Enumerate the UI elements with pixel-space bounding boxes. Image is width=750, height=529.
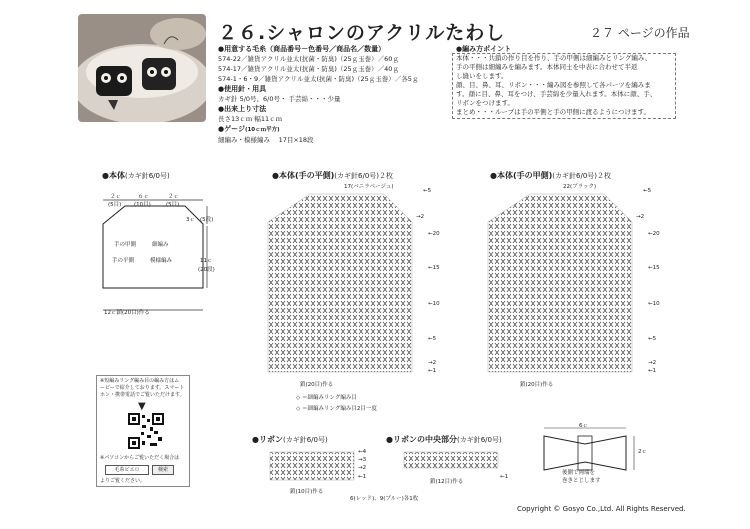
palm-row-label: →2 — [428, 360, 437, 366]
dim-mid: ６ｃ — [138, 194, 150, 200]
dim-right-stitch: (5目) — [166, 202, 180, 208]
ribbon-center-chain: 鎖(12目)作る — [430, 479, 464, 485]
palm-row-label: ←5 — [428, 336, 437, 342]
ribbon-sub: (カギ針6/0号) — [282, 436, 328, 444]
back-row-label: ←20 — [648, 231, 660, 237]
dim-top-height: 3ｃ — [186, 217, 195, 223]
dim-left: ２ｃ — [110, 194, 122, 200]
points-heading: ●編み方ポイント — [456, 45, 512, 53]
pc-note-end: よりご覧ください。 — [100, 478, 146, 484]
ribbon-center-sub: (カギ針6/0号) — [456, 436, 502, 444]
ribbon-height: 2ｃ — [638, 449, 647, 455]
label-back-stitch: 細編み — [152, 242, 169, 248]
qr-note: ホン・携帯電話でご覧いただけます。 — [100, 392, 185, 398]
ribbon-row: →2 — [358, 465, 367, 471]
palm-chart — [262, 188, 420, 378]
back-row-label: →2 — [636, 214, 645, 220]
ribbon-center-chart — [402, 448, 502, 474]
ribbon-note: 巻きとじします — [562, 478, 601, 484]
diagram-palm-sub: (カギ針6/0号)２枚 — [334, 172, 394, 180]
page-title: ２６.シャロンのアクリルたわし — [218, 22, 506, 44]
palm-row-label: ←15 — [428, 265, 440, 271]
size-line: 長さ13ｃｍ 幅11ｃｍ — [218, 115, 283, 123]
ribbon-heading: ●リボン — [252, 435, 283, 444]
ribbon-colors: 6(レッド)、9(ブルー)各1枚 — [350, 496, 419, 502]
label-back-side: 手の甲側 — [114, 242, 137, 248]
arrow-down-icon: ▼ — [138, 401, 146, 412]
points-line: リボンをつけます。 — [456, 99, 514, 107]
points-line: まとめ・・・ループは手の平側と手の甲側に渡るようにつけます。 — [456, 108, 651, 116]
gauge-heading: ●ゲージ — [218, 125, 245, 133]
ribbon-row: ←1 — [358, 474, 367, 480]
back-row-label: ←1 — [648, 368, 657, 374]
back-row-label: ←5 — [648, 336, 657, 342]
points-line: し縫いをします。 — [456, 72, 508, 80]
palm-row-label: ←10 — [428, 301, 440, 307]
product-photo — [78, 14, 206, 122]
palm-row-label: ←1 — [428, 368, 437, 374]
dim-mid-stitch: (10目) — [134, 202, 151, 208]
ribbon-chart — [268, 448, 360, 484]
qr-note: ※短編みリング編み目の編み方はム — [100, 378, 180, 384]
materials-section — [218, 44, 418, 145]
back-row-label: ←5 — [643, 188, 652, 194]
ribbon-note: 後側で両端を — [562, 470, 596, 476]
ribbon-width: 6ｃ — [579, 423, 588, 429]
dim-main-rows: (20段) — [198, 267, 215, 273]
ribbon-center-heading: ●リボンの中央部分 — [386, 435, 457, 444]
label-palm-stitch: 模様編み — [150, 258, 173, 264]
points-line: す。顔に目、鼻、耳をつけ、手芸綿を少量入れます。本体に顔、手、 — [456, 90, 657, 98]
page-reference: ２７ ページの作品 — [590, 26, 690, 40]
needles-line: カギ針 5/0号、6/0号・ 手芸綿・・・少量 — [218, 95, 341, 103]
palm-row-label: →2 — [416, 214, 425, 220]
points-line: 本体・・・共鎖の作り目を作り、手の甲側は細編みとリング編み、 — [456, 54, 652, 62]
legend-ring-stitch: ◇ ＝細編みリング編み目 — [296, 395, 357, 401]
back-row-label: →2 — [648, 360, 657, 366]
diagram-body-heading: ●本体 — [102, 171, 125, 180]
back-yarn-color: 22(ブラック) — [563, 184, 597, 190]
diagram-body-sub: (カギ針6/0号) — [124, 172, 170, 180]
dim-right: ２ｃ — [168, 194, 180, 200]
yarn-line: 574-17／雑貨アクリル並太(抗菌・防臭)（25ｇ玉巻）／40ｇ — [218, 65, 399, 73]
palm-row-label: ←5 — [423, 188, 432, 194]
legend-ring-dec-text: ＝細編みリング編み目2目一度 — [301, 406, 377, 412]
diagram-back-sub: (カギ針6/0号)２枚 — [552, 172, 612, 180]
search-field[interactable]: 毛糸ピエロ — [105, 465, 149, 475]
points-line: 顔、目、鼻、耳、リボン・・・編み図を参照して各パーツを編みま — [456, 81, 651, 89]
ribbon-row: ←4 — [358, 449, 367, 455]
ribbon-row: →3 — [358, 457, 367, 463]
palm-chain: 鎖(20目)作る — [300, 382, 334, 388]
diagram-back-heading: ●本体(手の甲側) — [490, 171, 553, 180]
gauge-unit: (10ｃｍ平方) — [244, 127, 280, 133]
pc-note: ※パソコンからご覧いただく場合は — [100, 455, 180, 461]
back-chart — [482, 188, 640, 378]
ribbon-chain: 鎖(10目)作る — [290, 489, 324, 495]
qr-code[interactable] — [128, 413, 164, 449]
qr-notes — [100, 378, 185, 399]
qr-note: ービーで紹介しております。スマート — [100, 385, 185, 391]
back-row-label: ←10 — [648, 301, 660, 307]
points-text — [456, 54, 656, 117]
legend-ring-dec: ◇ ＝細編みリング編み目2目一度 — [296, 406, 377, 412]
palm-yarn-color: 17(バニラベージュ) — [344, 184, 394, 190]
back-row-label: ←15 — [648, 265, 660, 271]
gauge-line: 細編み・模様編み 17目×18段 — [218, 136, 314, 144]
size-heading: ●出来上り寸法 — [218, 105, 267, 113]
label-palm-side: 手の平側 — [112, 258, 135, 264]
dim-left-stitch: (5目) — [108, 202, 122, 208]
legend-ring-text: ＝細編みリング編み目 — [301, 395, 357, 401]
back-chain: 鎖(20目)作る — [520, 382, 554, 388]
diagram1-bottom: 12ｃ鎖(20目)作る — [104, 310, 150, 316]
dim-top-rows: (5段) — [200, 217, 214, 223]
points-line: 手の平側は細編みを編みます。本体同士を中表に合わせて半返 — [456, 63, 638, 71]
yarn-heading: ●用意する毛糸（商品番号－色番号／商品名／数量） — [218, 45, 386, 53]
palm-row-label: ←20 — [428, 231, 440, 237]
yarn-line: 574-1・6・9／雑貨アクリル並太(抗菌・防臭)（25ｇ玉巻）／各5ｇ — [218, 75, 419, 83]
needles-heading: ●使用針・用具 — [218, 85, 267, 93]
ribbon-center-row: ←1 — [500, 474, 509, 480]
copyright: Copyright © Gosyo Co.,Ltd. All Rights Reserved. — [517, 505, 686, 513]
yarn-line: 574-22／雑貨アクリル並太(抗菌・防臭)（25ｇ玉巻）／60ｇ — [218, 55, 399, 63]
dim-main-height: 11ｃ — [200, 258, 213, 264]
search-button[interactable]: 検索 — [152, 465, 174, 475]
diagram-palm-heading: ●本体(手の平側) — [272, 171, 335, 180]
